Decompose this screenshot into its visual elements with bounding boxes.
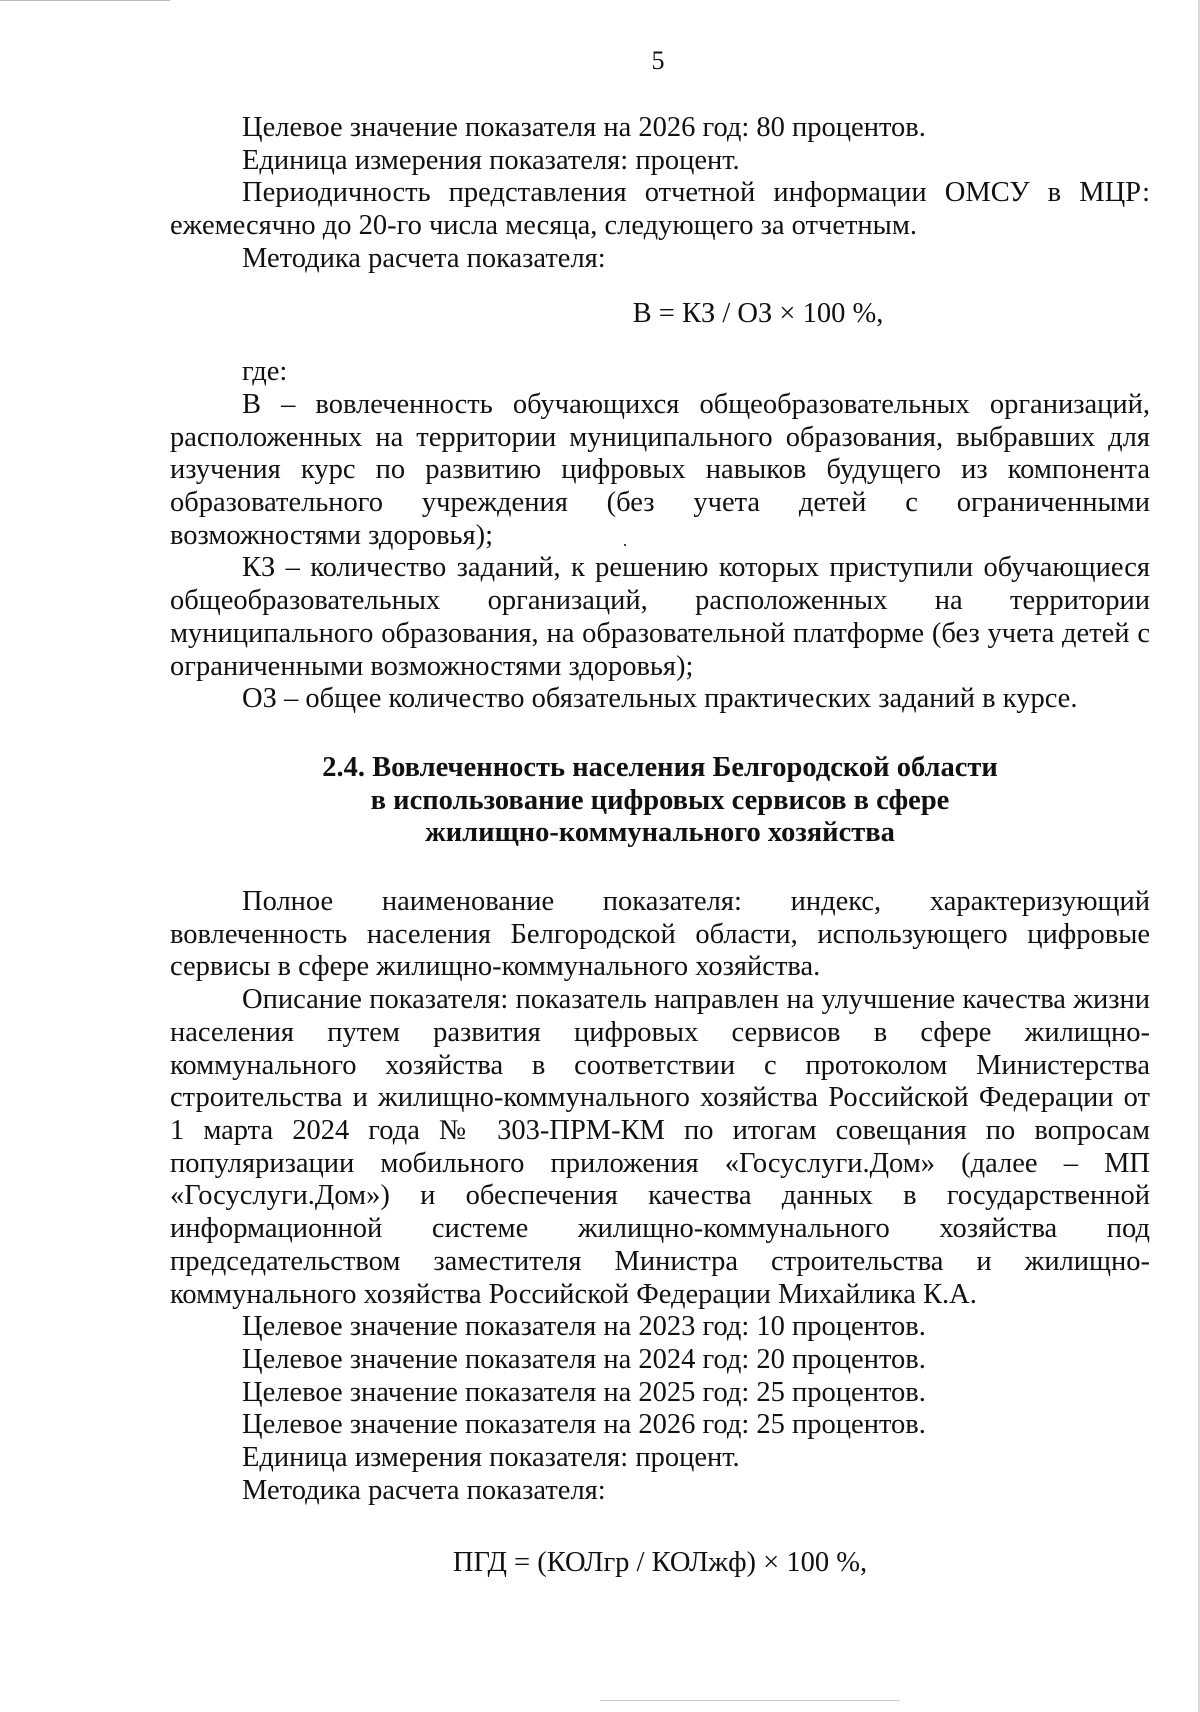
definition-kz: КЗ – количество заданий, к решению которых приступили обучающиеся общеобразовательных организаций, расположенных на территории муниципального образования, на образовательной платформе (без учета детей с ограниченными возможностями здоровья); (170, 552, 1150, 682)
section-heading-line: 2.4. Вовлеченность населения Белгородской области (322, 751, 998, 783)
document-body (170, 112, 1150, 1580)
full-name-text: Полное наименование показателя: индекс, характеризующий вовлеченность населения Белгородской области, использующего цифровые сервисы в сфере жилищно-коммунального хозяйства. (170, 886, 1150, 983)
section-heading-line: в использование цифровых сервисов в сфере (370, 784, 950, 816)
definition-oz: ОЗ – общее количество обязательных практических заданий в курсе. (242, 683, 1078, 715)
unit-text: Единица измерения показателя: процент. (242, 144, 740, 176)
periodicity-text: Периодичность представления отчетной информации ОМСУ в МЦР: ежемесячно до 20-го числа месяца, следующего за отчетным. (170, 177, 1150, 242)
formula-pgd: ПГД = (КОЛгр / КОЛжф) × 100 %, (452, 1547, 868, 1579)
section-heading-line: жилищно-коммунального хозяйства (425, 817, 895, 849)
target-2025-text: Целевое значение показателя на 2025 год: 25 процентов. (242, 1376, 926, 1408)
scan-edge-line (0, 0, 170, 1)
where-label: где: (242, 356, 288, 388)
definition-v: В – вовлеченность обучающихся общеобразовательных организаций, расположенных на территории муниципального образования, выбравших для изучения курс по развитию цифровых навыков будущего из компонента образовательного учреждения (без учета детей с ограниченными возможностями здоровья); (170, 388, 1150, 551)
scan-speck (624, 544, 626, 546)
page-number: 5 (651, 46, 665, 75)
formula-v: В = КЗ / ОЗ × 100 %, (632, 297, 884, 329)
target-2023-text: Целевое значение показателя на 2023 год: 10 процентов. (242, 1311, 926, 1343)
target-2026-text: Целевое значение показателя на 2026 год: 80 процентов. (242, 112, 926, 143)
section-heading (170, 752, 1150, 850)
methodology-label: Методика расчета показателя: (242, 1474, 606, 1506)
unit-text: Единица измерения показателя: процент. (242, 1442, 740, 1474)
scan-bottom-noise (600, 1700, 900, 1701)
target-2024-text: Целевое значение показателя на 2024 год: 20 процентов. (242, 1343, 926, 1375)
description-text: Описание показателя: показатель направлен на улучшение качества жизни населения путем развития цифровых сервисов в сфере жилищно-коммунального хозяйства в соответствии с протоколом Министерства строительства и жилищно-коммунального хозяйства Российской Федерации от 1 марта 2024 года № 303-ПРМ-КМ по итогам совещания по вопросам популяризации мобильного приложения «Госуслуги.Дом» (далее – МП «Госуслуги.Дом») и обеспечения качества данных в государственной информационной системе жилищно-коммунального хозяйства под председательством заместителя Министра строительства и жилищно-коммунального хозяйства Российской Федерации Михайлика К.А. (170, 984, 1150, 1310)
methodology-label: Методика расчета показателя: (242, 242, 606, 274)
target-2026-text: Целевое значение показателя на 2026 год: 25 процентов. (242, 1409, 926, 1441)
